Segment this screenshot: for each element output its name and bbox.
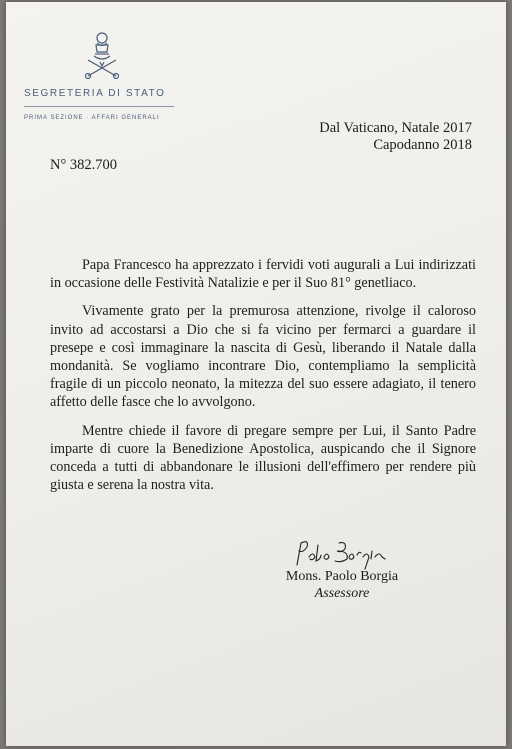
papal-crest-icon	[80, 32, 124, 80]
letter-page	[6, 2, 506, 746]
dateline-second-date: Capodanno 2018	[373, 137, 472, 153]
paragraph: Mentre chiede il favore di pregare sempre per Lui, il Santo Padre imparte di cuore la Benedizione Apostolica, auspicando che il Signore conceda a tutti di abbandonare le illusioni dell'effimero per rendere più giusta e serena la nostra vita.	[50, 422, 476, 494]
office-section: PRIMA SEZIONE · AFFARI GENERALI	[24, 115, 160, 121]
letter-body	[50, 256, 476, 504]
dateline-place-date: Dal Vaticano, Natale 2017	[319, 120, 472, 136]
office-name: SEGRETERIA DI STATO	[24, 88, 166, 99]
letterhead-rule	[24, 106, 174, 107]
paragraph: Vivamente grato per la premurosa attenzione, rivolge il caloroso invito ad accostarsi a Dio che si fa vicino per fermarci a guardare il presepe e così immaginare la nascita di Gesù, liberando il Natale dalla mondanità. Se vogliamo incontrare Dio, contempliamo la semplicità fragile di un piccolo neonato, la mitezza del suo essere adagiato, il tenero affetto delle fasce che lo avvolgono.	[50, 303, 476, 411]
signature-block	[262, 568, 422, 602]
signer-role: Assessore	[314, 586, 370, 601]
signer-name: Mons. Paolo Borgia	[285, 569, 399, 584]
handwritten-signature	[291, 537, 391, 571]
dateline	[319, 120, 472, 154]
protocol-number: N° 382.700	[50, 157, 118, 173]
paragraph: Papa Francesco ha apprezzato i fervidi voti augurali a Lui indirizzati in occasione delle Festività Natalizie e per il Suo 81° genetliaco.	[50, 257, 476, 292]
